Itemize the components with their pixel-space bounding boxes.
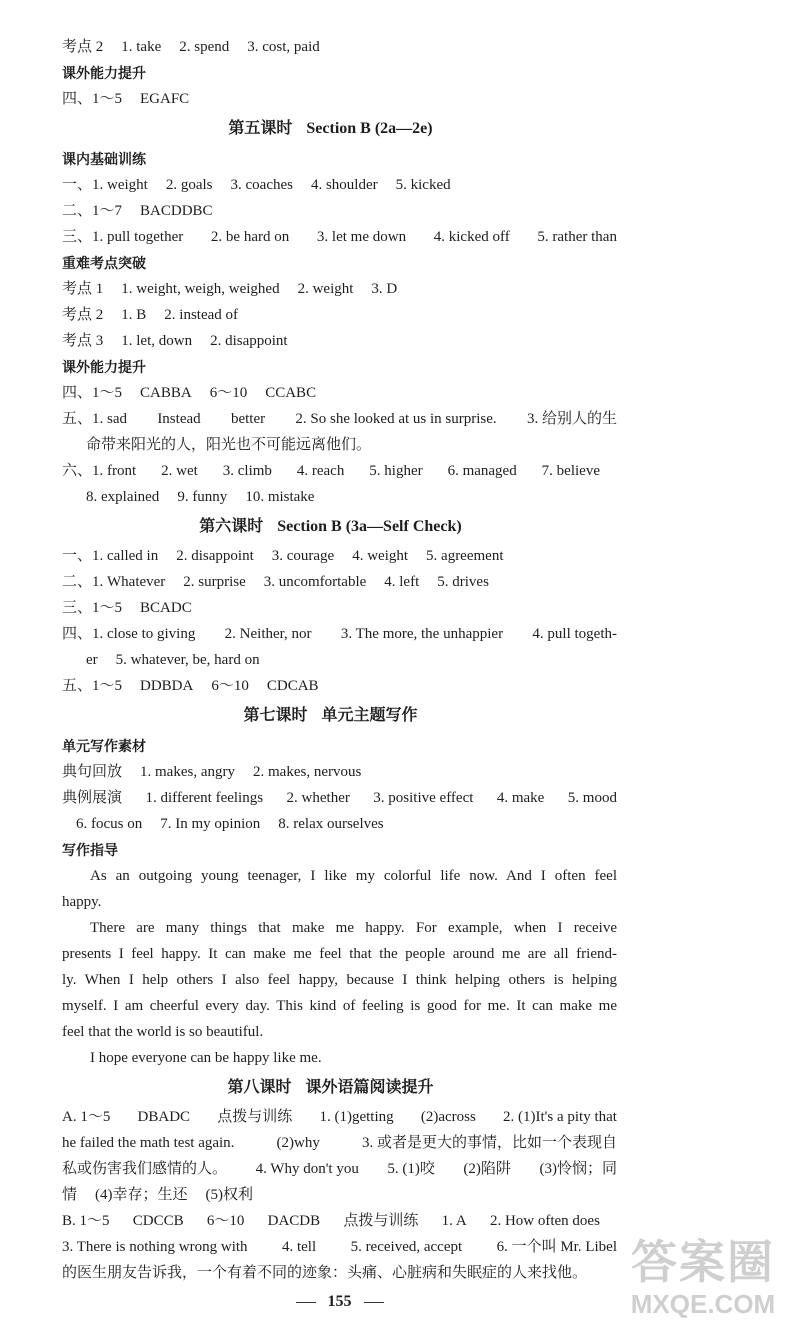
answer-item: 3. 或者是更大的事情，比如一个表现自 [361,1135,617,1151]
answer-item: 3. coaches [230,176,293,193]
answer-line [62,595,617,621]
answer-item: 3. courage [271,548,335,564]
section-heading: 课外能力提升 [62,65,146,81]
answer-item: 4. Why don't you [255,1161,359,1177]
answer-line [62,198,617,224]
lesson-number: 第六课时 [199,517,264,535]
answer-item: 2. Neither, nor [224,626,312,642]
answer-line [62,647,617,673]
answer-item: DBADC [137,1109,191,1125]
answer-line [62,224,617,250]
answer-line [62,1130,617,1156]
answer-item: 7. In my opinion [160,815,261,832]
answer-item: 2. So she looked at us in surprise. [295,410,497,427]
lesson-topic: Section B (2a—2e) [306,120,433,137]
question-range: A. 1～5 [62,1109,111,1125]
answer-item: 5. rather than [537,228,617,245]
answer-item: 五、1. sad [62,410,127,427]
answer-line [62,1156,617,1182]
answer-item: 4. kicked off [433,228,510,245]
answer-item: CCABC [265,384,317,401]
answer-item: 1. different feelings [145,789,264,806]
page-footer [62,1286,617,1318]
answer-item: 4. make [496,789,545,806]
answer-item: 4. tell [281,1239,317,1255]
answer-item: 2. goals [165,176,213,193]
answer-item: BCADC [140,600,192,616]
answer-line [62,34,617,60]
answer-line [62,1234,617,1260]
answer-item: (4)幸存；生还 [95,1187,188,1203]
section-heading: 课外能力提升 [62,358,146,375]
answer-item: 5. kicked [395,176,451,193]
answer-continuation: 的医生朋友告诉我，一个有着不同的迹象：头痛、心脏病和失眠症的人来找他。 [62,1265,588,1281]
answer-item: (2)why [276,1135,320,1151]
answer-line [62,673,617,699]
answer-item: CDCAB [266,678,319,694]
answer-item: 4. pull togeth- [532,626,617,642]
lesson-topic: Section B (3a—Self Check) [277,517,462,535]
question-range: 五、1～5 [62,678,123,694]
answer-line [62,406,617,432]
lesson-number: 第八课时 [227,1078,292,1096]
answer-line [62,276,617,302]
answer-item: 9. funny [177,488,228,505]
essay-line: myself. I am cheerful every day. This kind of feeling is good for me. It can make me [62,997,617,1014]
answer-item: 3. let me down [316,228,407,245]
answer-item: CDCCB [132,1213,184,1229]
answer-line [62,86,617,112]
section-heading: 单元写作素材 [62,737,146,754]
answer-item: 5. whatever, be, hard on [115,652,260,668]
answer-item: 1. let, down [121,332,193,349]
section-heading: 课内基础训练 [62,150,146,167]
answer-item: 2. whether [286,789,350,806]
answer-line [62,328,617,354]
answer-line [62,543,617,569]
point-label: 考点 3 [62,332,104,349]
answer-item: better [230,410,266,427]
essay-line: As an outgoing young teenager, I like my colorful life now. And I often feel [90,867,617,884]
answer-item: 3. D [371,280,398,297]
answer-item: 10. mistake [245,488,315,505]
answer-line [62,811,617,837]
answer-item: 1. weight, weigh, weighed [121,280,280,297]
answer-item: 四、1. close to giving [62,626,196,642]
lesson-title [62,699,617,733]
part-label: 点拨与训练 [343,1213,419,1229]
answer-item: he failed the math test again. [62,1135,235,1151]
answer-item: 8. explained [86,488,160,505]
question-range: 二、1～7 [62,202,123,219]
answer-item: 5. agreement [426,548,504,564]
answer-item: 1. B [121,306,147,323]
answer-item: 二、1. Whatever [62,574,166,590]
answer-item: 2. How often does [489,1213,600,1229]
essay-line: ly. When I help others I also feel happy, because I think helping others is helping [62,971,617,988]
answer-item: 4. reach [296,462,345,479]
answer-item: 一、1. weight [62,176,148,193]
answer-item: 2. instead of [164,306,239,323]
question-range: 6～10 [211,678,249,694]
answer-line [62,1104,617,1130]
answer-item: 2. wet [161,462,198,479]
watermark-logo: 答案圈 [631,1236,775,1288]
answer-item: CABBA [140,384,192,401]
answer-item: Instead [157,410,201,427]
essay-line: presents I feel happy. It can make me feel that the people around me are all friend- [62,945,617,962]
answer-line [62,172,617,198]
answer-line [62,785,617,811]
answer-item: 3. There is nothing wrong with [62,1239,248,1255]
watermark [618,1235,788,1319]
answer-item: 3. cost, paid [247,39,320,55]
lesson-title [62,112,617,146]
answer-item: 6. focus on [76,815,143,832]
answer-item: 5. higher [369,462,423,479]
answer-item: 5. received, accept [350,1239,463,1255]
answer-item: (3)怜悯；同 [539,1161,617,1177]
answer-item: 3. climb [222,462,272,479]
answer-item: 3. The more, the unhappier [340,626,504,642]
question-range: 四、1～5 [62,91,123,107]
lesson-number: 第七课时 [243,707,308,724]
section-heading: 写作指导 [62,841,118,858]
point-label: 考点 2 [62,306,104,323]
question-range: 6～10 [209,384,248,401]
answer-item: 2. surprise [183,574,246,590]
answer-continuation: 命带来阳光的人，阳光也不可能远离他们。 [86,436,372,453]
answer-item: (2)陷阱 [463,1161,511,1177]
answer-item: 1. take [121,39,162,55]
answer-item: 一、1. called in [62,548,159,564]
answer-item: 7. believe [541,462,600,479]
part-label: 典句回放 [62,763,123,780]
page-dash-right [364,1302,384,1303]
answer-line [62,759,617,785]
answer-item: DACDB [267,1213,321,1229]
answer-item: 三、1. pull together [62,228,184,245]
answer-item: (2)across [420,1109,476,1125]
essay-line: feel that the world is so beautiful. [62,1023,264,1040]
watermark-site: MXQE.COM [630,1289,776,1319]
question-range: 6～10 [206,1213,245,1229]
lesson-title [62,510,617,544]
page-number: 155 [327,1293,352,1310]
answer-line [62,569,617,595]
answer-item: 1. makes, angry [140,763,235,780]
answer-item: 4. weight [352,548,409,564]
answer-item: 2. (1)It's a pity that [503,1109,617,1125]
answer-item: 2. be hard on [210,228,290,245]
answer-item: 5. mood [567,789,617,806]
answer-item: 情 [62,1187,78,1203]
answer-item: 6. 一个叫 Mr. Libel [496,1239,617,1255]
answer-item: 4. shoulder [310,176,378,193]
answer-item: 8. relax ourselves [278,815,384,832]
answer-item: 2. spend [179,39,230,55]
answer-item: 6. managed [447,462,517,479]
answer-item: (5)权利 [205,1187,254,1203]
question-range: B. 1～5 [62,1213,110,1229]
answer-page [62,34,617,1318]
point-label: 考点 1 [62,280,104,297]
essay-line: happy. [62,893,102,910]
part-label: 典例展演 [62,789,123,806]
answer-item: 私或伤害我们感情的人。 [62,1161,228,1177]
answer-item: 4. left [384,574,420,590]
point-label: 考点 2 [62,39,104,55]
answer-item: BACDDBC [140,202,213,219]
answer-item: 1. A [441,1213,467,1229]
answer-line [62,621,617,647]
question-range: 三、1～5 [62,600,123,616]
answer-item: 1. (1)getting [319,1109,394,1125]
answer-item: 5. drives [437,574,489,590]
answer-line [62,380,617,406]
answer-item: DDBDA [140,678,194,694]
answer-item: 2. disappoint [210,332,288,349]
section-heading: 重难考点突破 [62,254,146,271]
answer-item: 2. disappoint [176,548,254,564]
essay-line: I hope everyone can be happy like me. [90,1049,322,1066]
answer-item: 3. uncomfortable [263,574,367,590]
answer-item: 2. weight [297,280,354,297]
answer-item: 3. positive effect [373,789,474,806]
answer-item: 六、1. front [62,462,137,479]
essay-line: There are many things that make me happy. For example, when I receive [90,919,617,936]
answer-item: er [86,652,98,668]
answer-line [62,458,617,484]
lesson-topic: 课外语篇阅读提升 [305,1078,434,1096]
answer-item: 2. makes, nervous [253,763,362,780]
answer-item: EGAFC [140,91,190,107]
answer-item: 5. (1)咬 [387,1161,435,1177]
answer-line [62,302,617,328]
answer-line [62,1182,617,1208]
question-range: 四、1～5 [62,384,123,401]
lesson-number: 第五课时 [228,120,293,137]
answer-item: 3. 给别人的生 [526,410,617,427]
lesson-topic: 单元主题写作 [321,707,418,724]
answer-line [62,1208,617,1234]
answer-line [62,484,617,510]
page-dash-left [296,1302,316,1303]
lesson-title [62,1071,617,1105]
part-label: 点拨与训练 [217,1109,293,1125]
